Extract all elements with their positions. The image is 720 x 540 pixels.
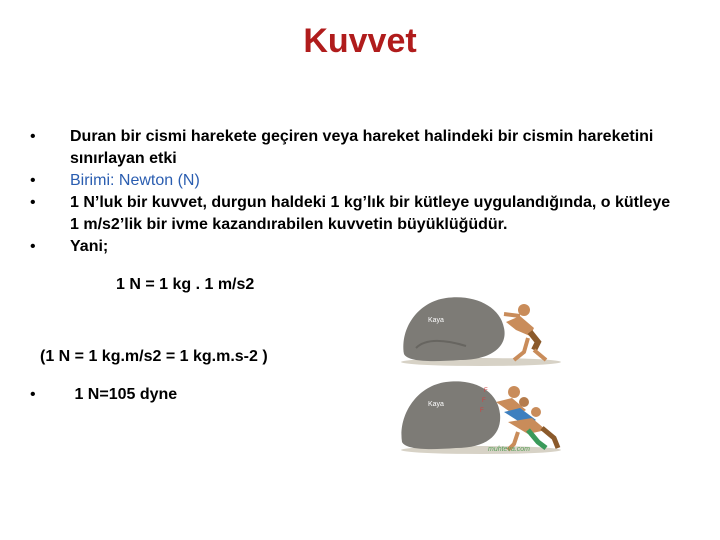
bullet-text: Duran bir cismi harekete geçiren veya hareket halindeki bir cismin hareketini sınırlayan etki xyxy=(70,128,654,167)
unit-note: (1 N = 1 kg.m/s2 = 1 kg.m.s-2 ) xyxy=(40,348,268,365)
force-label: F xyxy=(484,388,488,394)
bullet-item xyxy=(30,126,680,170)
bullet-item xyxy=(30,236,680,258)
bullet-dot: • xyxy=(30,194,36,211)
bullet-item xyxy=(30,386,177,404)
illustration-group-push xyxy=(396,372,566,454)
bullet-dot: • xyxy=(30,172,36,189)
rock-label: Kaya xyxy=(428,401,444,408)
rock-push-drawing xyxy=(396,288,566,366)
bullet-dot: • xyxy=(30,386,36,403)
rock-label: Kaya xyxy=(428,317,444,324)
bullet-dot: • xyxy=(30,238,36,255)
formula: 1 N = 1 kg . 1 m/s2 xyxy=(116,276,255,293)
slide-title: Kuvvet xyxy=(303,22,417,60)
bullet-text: Yani; xyxy=(70,238,109,255)
bullet-item xyxy=(30,192,680,236)
bullet-list xyxy=(30,126,680,258)
bullet-item xyxy=(30,170,680,192)
bullet-text: Birimi: Newton (N) xyxy=(70,172,200,189)
force-label: F xyxy=(480,408,484,414)
rock-group-push-drawing xyxy=(396,372,566,454)
bullet-text: 1 N=105 dyne xyxy=(74,386,178,403)
force-label: F xyxy=(482,398,486,404)
bullet-content xyxy=(30,126,680,296)
bullet-dot: • xyxy=(30,128,36,145)
illustration-single-push xyxy=(396,288,566,366)
watermark: muhteva.com xyxy=(488,446,531,453)
bullet-text: 1 N’luk bir kuvvet, durgun haldeki 1 kg’lık bir kütleye uygulandığında, o kütleye 1 m/s2’lik bir ivme kazandırabilen kuvvetin büyüklüğüdür. xyxy=(70,194,671,233)
